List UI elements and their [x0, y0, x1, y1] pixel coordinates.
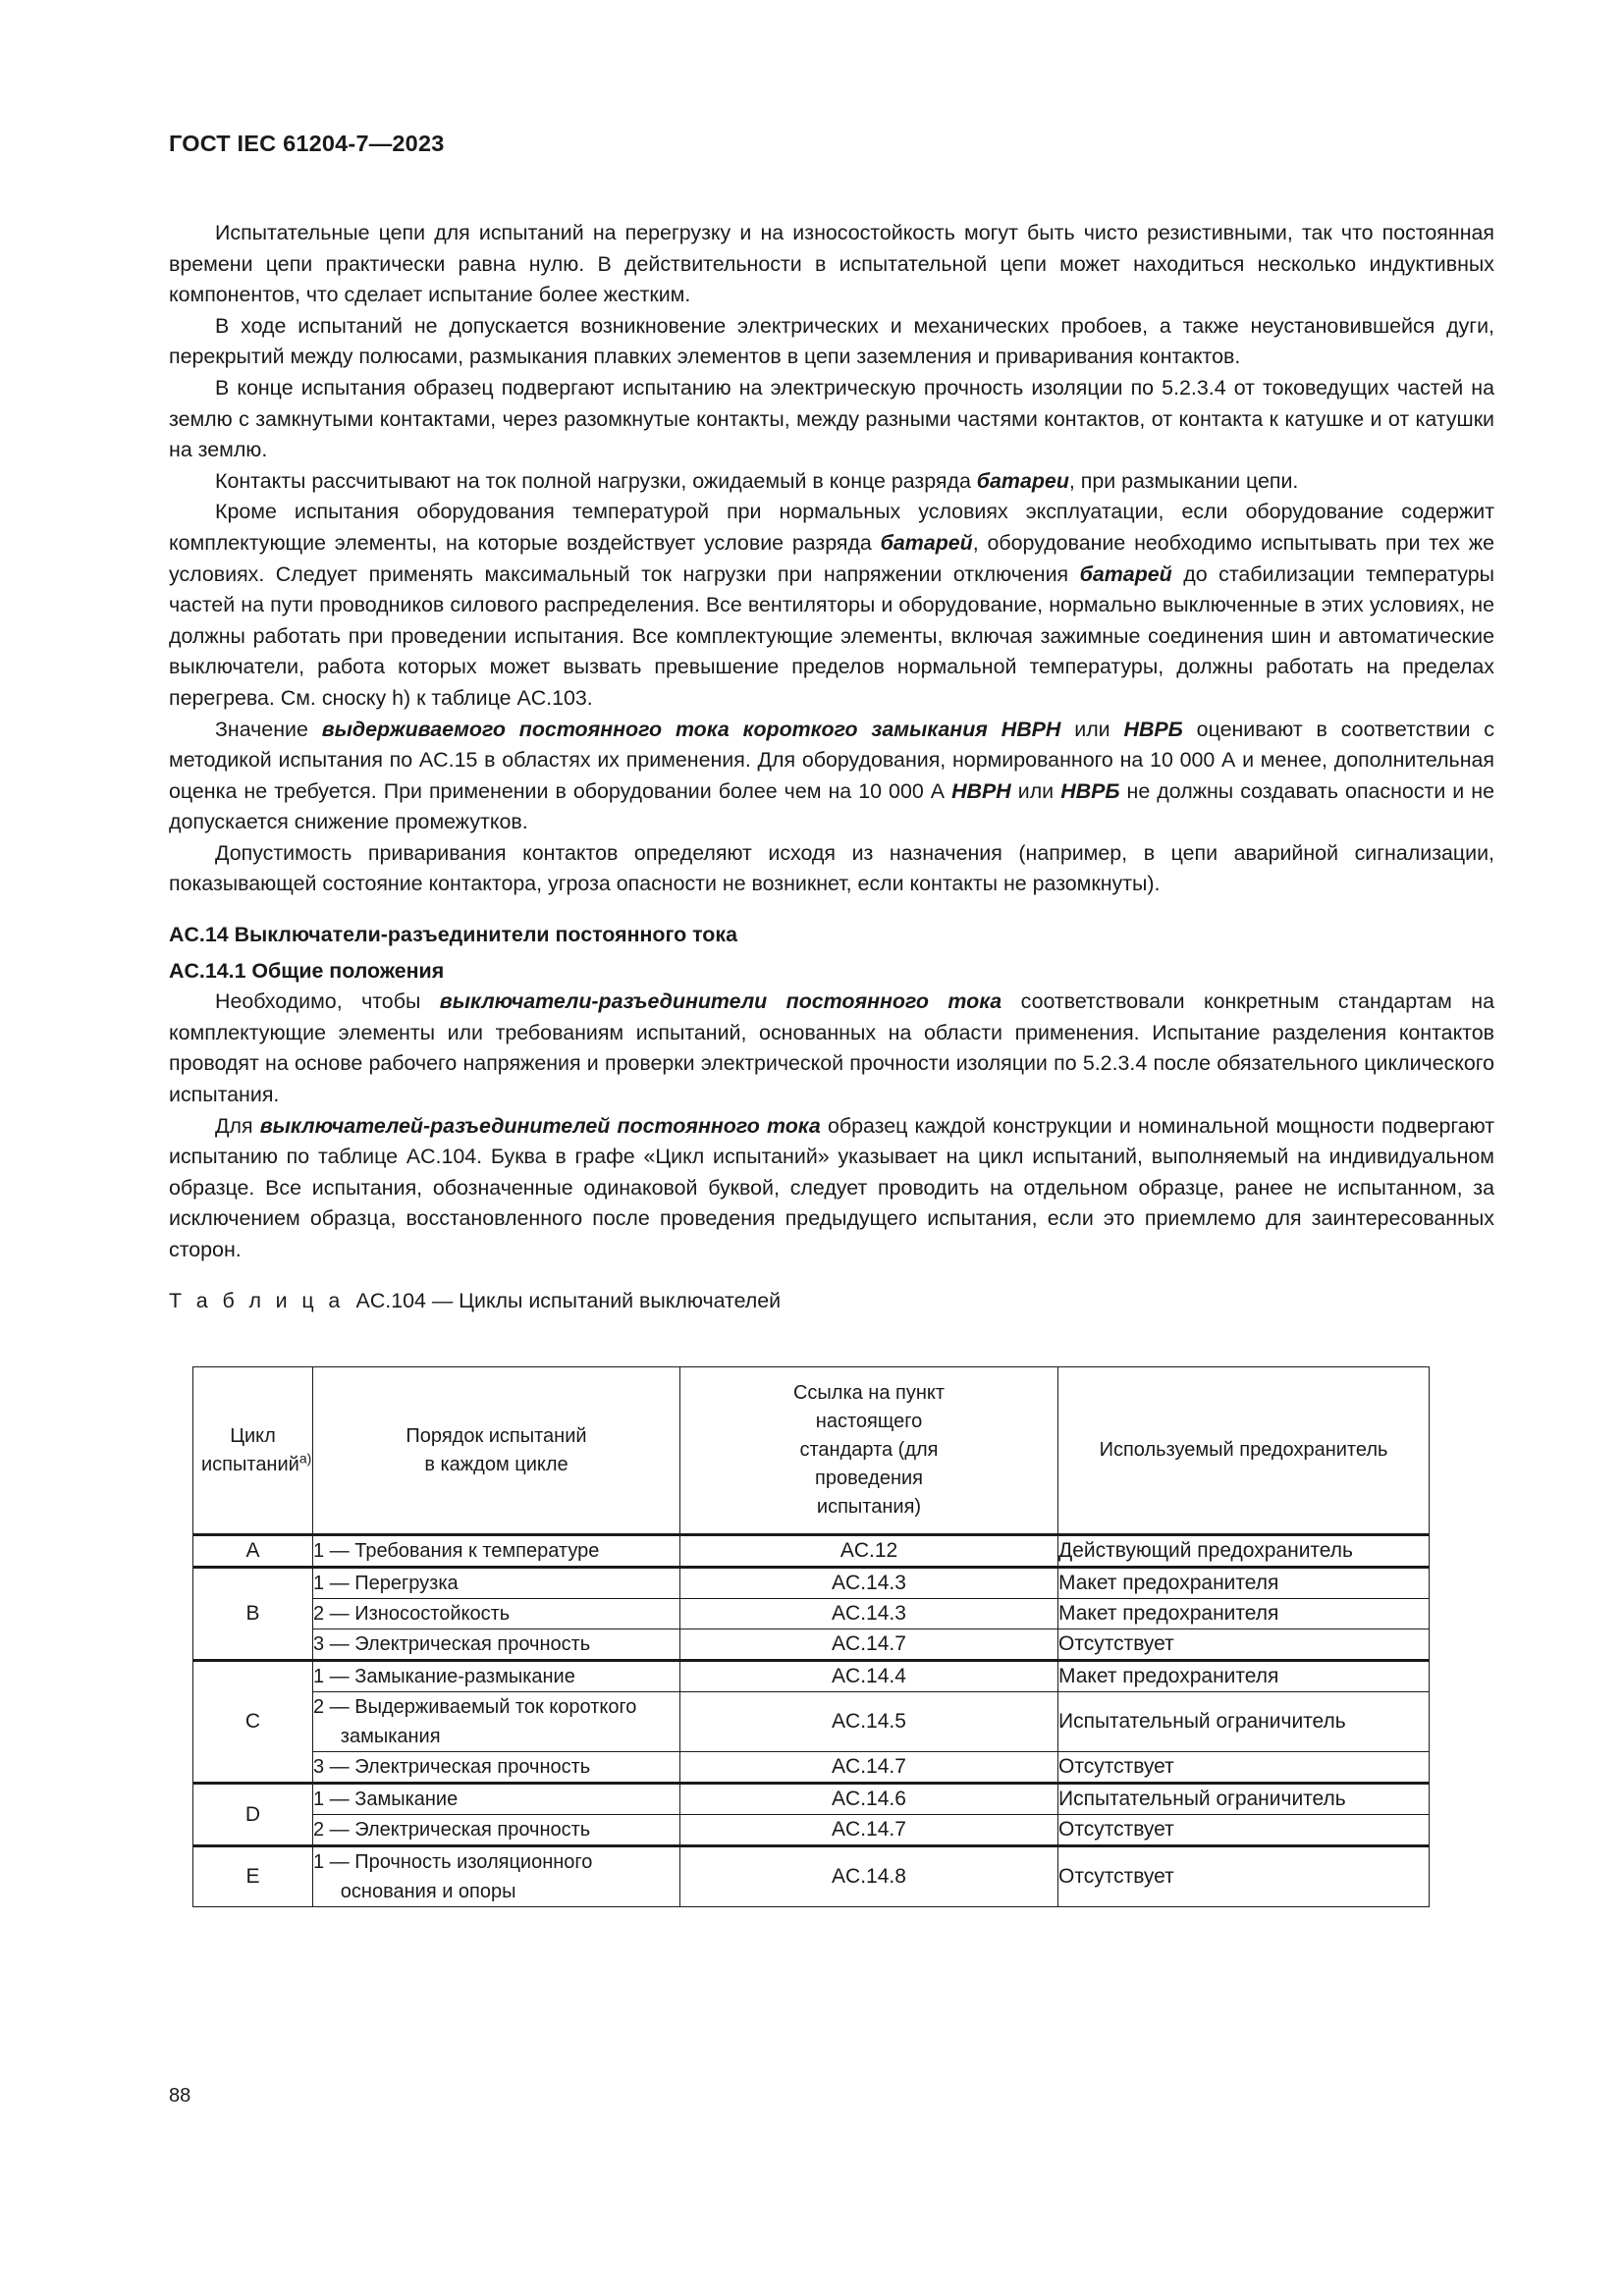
paragraph-text: Значение: [215, 717, 322, 741]
column-header-fuse-text: Используемый предохранитель: [1099, 1439, 1388, 1461]
procedure-line: 1 — Требования к температуре: [313, 1540, 600, 1562]
cell-procedure: [313, 1815, 680, 1846]
procedure-line: 2 — Выдерживаемый ток короткого: [313, 1696, 637, 1718]
cell-reference: AC.14.7: [680, 1629, 1058, 1661]
emphasized-term: батареи: [976, 468, 1069, 493]
cell-procedure: [313, 1784, 680, 1815]
emphasized-term: НВРН: [951, 778, 1011, 803]
cell-cycle-letter: E: [193, 1846, 313, 1907]
table-caption: [169, 1286, 1494, 1317]
cell-reference: AC.14.5: [680, 1692, 1058, 1752]
cell-procedure: [313, 1599, 680, 1629]
body-paragraph: [169, 987, 1494, 1110]
column-header-procedure-line2: в каждом цикле: [424, 1453, 568, 1475]
spacer: [169, 900, 1494, 920]
cell-cycle-letter: D: [193, 1784, 313, 1846]
table-row: [193, 1846, 1430, 1907]
table-ac104: [192, 1366, 1430, 1907]
cell-reference: AC.14.6: [680, 1784, 1058, 1815]
emphasized-term: батарей: [880, 530, 973, 555]
procedure-line: основания и опоры: [313, 1881, 516, 1902]
cell-fuse: Отсутствует: [1058, 1815, 1430, 1846]
paragraph-text: Испытательные цепи для испытаний на перегрузку и на износостойкость могут быть чисто резистивными, так что постоянная времени цепи практически равна нулю. В действительности в испытательной цепи может находиться несколько индуктивных компонентов, что сделает испытание более жестким.: [169, 221, 1494, 307]
column-header-cycle-footnote-marker: a): [298, 1449, 312, 1466]
paragraph-text: , при размыкании цепи.: [1068, 468, 1299, 493]
paragraph-text: оценивают в соответствии с методикой испытания по AC.15 в областях их применения. Для оборудования, нормированного на 10 000 А и менее, дополнительная оценка не требуется. При применении в оборудовании более чем на 10 000 А: [169, 717, 1494, 803]
table-row: [193, 1692, 1430, 1752]
main-text-column: [169, 218, 1494, 1316]
body-paragraph: [169, 311, 1494, 373]
cell-fuse: Отсутствует: [1058, 1629, 1430, 1661]
paragraph-text: Допустимость приваривания контактов определяют исходя из назначения (например, в цепи аварийной сигнализации, показывающей состояние контактора, угроза опасности не возникнет, если контакты не разомкнуты).: [169, 840, 1494, 896]
emphasized-term: выключатели-разъединители постоянного тока: [439, 989, 1002, 1014]
table-ac104-wrapper: [192, 1366, 1429, 1907]
table-row: [193, 1535, 1430, 1568]
table-row: [193, 1568, 1430, 1599]
paragraph-text: Необходимо, чтобы: [215, 989, 440, 1014]
cell-fuse: Макет предохранителя: [1058, 1599, 1430, 1629]
page-number: 88: [169, 2085, 191, 2107]
table-header-row: [193, 1367, 1430, 1535]
cell-procedure: [313, 1661, 680, 1692]
column-header-cycle-line1: Цикл: [230, 1424, 276, 1447]
column-header-procedure: [313, 1367, 680, 1535]
emphasized-term: НВРБ: [1060, 778, 1120, 803]
column-header-fuse: [1058, 1367, 1430, 1535]
cell-fuse: Испытательный ограничитель: [1058, 1784, 1430, 1815]
table-row: [193, 1815, 1430, 1846]
paragraph-text: соответствовали конкретным стандартам на комплектующие элементы или требованиям испытаний, основанных на области применения. Испытание разделения контактов проводят на основе рабочего напряжения и проверки электрической прочности изоляции по 5.2.3.4 после обязательного циклического испытания.: [169, 989, 1494, 1107]
body-paragraph: [169, 1111, 1494, 1266]
procedure-line: 3 — Электрическая прочность: [313, 1756, 591, 1778]
heading-ac14: AC.14 Выключатели-разъединители постоянного тока: [169, 923, 737, 947]
body-paragraph: [169, 373, 1494, 466]
procedure-line: 2 — Электрическая прочность: [313, 1819, 591, 1841]
procedure-line: 1 — Перегрузка: [313, 1573, 459, 1594]
table-row: [193, 1752, 1430, 1784]
table-row: [193, 1629, 1430, 1661]
heading-ac14-1: AC.14.1 Общие положения: [169, 958, 445, 983]
body-paragraph: [169, 218, 1494, 311]
body-paragraph-list-after-headings: [169, 987, 1494, 1265]
cell-reference: AC.12: [680, 1535, 1058, 1568]
emphasized-term: НВРБ: [1123, 717, 1183, 741]
table-row: [193, 1661, 1430, 1692]
procedure-line: замыкания: [313, 1726, 441, 1747]
cell-fuse: Действующий предохранитель: [1058, 1535, 1430, 1568]
running-header-standard-number: ГОСТ IEC 61204-7—2023: [169, 131, 445, 156]
table-row: [193, 1599, 1430, 1629]
column-header-cycle: [193, 1367, 313, 1535]
cell-procedure: [313, 1692, 680, 1752]
paragraph-text: Кроме испытания оборудования температурой при нормальных условиях эксплуатации, если оборудование содержит комплектующие элементы, на которые воздействует условие разряда: [169, 500, 1494, 555]
column-header-cycle-line2: испытаний: [201, 1453, 299, 1475]
paragraph-text: В конце испытания образец подвергают испытанию на электрическую прочность изоляции по 5.2.3.4 от токоведущих частей на землю с замкнутыми контактами, через разомкнутые контакты, между разными частями контактов, от контакта к катушке и от катушки на землю.: [169, 375, 1494, 462]
cell-cycle-letter: A: [193, 1535, 313, 1568]
body-paragraph: [169, 838, 1494, 900]
cell-fuse: Макет предохранителя: [1058, 1568, 1430, 1599]
emphasized-term: выдерживаемого постоянного тока короткого замыкания НВРН: [321, 717, 1061, 741]
cell-procedure: [313, 1752, 680, 1784]
cell-procedure: [313, 1629, 680, 1661]
paragraph-text: не должны создавать опасности и не допускается снижение промежутков.: [169, 778, 1495, 834]
cell-fuse: Макет предохранителя: [1058, 1661, 1430, 1692]
table-caption-label: Т а б л и ц а: [169, 1288, 345, 1312]
cell-reference: AC.14.7: [680, 1815, 1058, 1846]
emphasized-term: выключателей-разъединителей постоянного тока: [259, 1113, 821, 1138]
column-header-reference-text: Ссылка на пункт настоящего стандарта (для проведения испытания): [792, 1382, 946, 1518]
paragraph-text: или: [1060, 717, 1124, 741]
paragraph-text: до стабилизации температуры частей на пути проводников силового распределения. Все вентиляторы и оборудование, нормально выключенные в этих условиях, не должны работать при проведении испытания. Все комплектующие элементы, включая зажимные соединения шин и автоматические выключатели, работа которых может вызвать превышение пределов нормальной температуры, должны работать на пределах перегрева. См. сноску h) к таблице AC.103.: [169, 561, 1494, 710]
column-header-procedure-line1: Порядок испытаний: [406, 1424, 587, 1447]
procedure-line: 2 — Износостойкость: [313, 1603, 511, 1625]
table-body: [193, 1535, 1430, 1907]
body-paragraph: [169, 466, 1494, 498]
cell-reference: AC.14.7: [680, 1752, 1058, 1784]
body-paragraph-list: [169, 218, 1494, 900]
cell-procedure: [313, 1846, 680, 1907]
cell-cycle-letter: C: [193, 1661, 313, 1784]
procedure-line: 1 — Замыкание-размыкание: [313, 1666, 575, 1687]
paragraph-text: Контакты рассчитывают на ток полной нагрузки, ожидаемый в конце разряда: [215, 468, 977, 493]
paragraph-text: Для: [215, 1113, 260, 1138]
cell-reference: AC.14.4: [680, 1661, 1058, 1692]
procedure-line: 1 — Прочность изоляционного: [313, 1851, 593, 1873]
body-paragraph: [169, 497, 1494, 714]
body-paragraph: [169, 715, 1494, 838]
procedure-line: 3 — Электрическая прочность: [313, 1633, 591, 1655]
cell-reference: AC.14.3: [680, 1568, 1058, 1599]
table-caption-text: AC.104 — Циклы испытаний выключателей: [355, 1288, 782, 1312]
procedure-line: 1 — Замыкание: [313, 1789, 459, 1810]
paragraph-text: В ходе испытаний не допускается возникновение электрических и механических пробоев, а также неустановившейся дуги, перекрытий между полюсами, размыкания плавких элементов в цепи заземления и приваривания контактов.: [169, 313, 1494, 369]
cell-procedure: [313, 1535, 680, 1568]
cell-reference: AC.14.3: [680, 1599, 1058, 1629]
cell-cycle-letter: B: [193, 1568, 313, 1661]
cell-procedure: [313, 1568, 680, 1599]
spacer: [169, 1266, 1494, 1286]
paragraph-text: , оборудование необходимо испытывать при тех же условиях. Следует применять максимальный ток нагрузки при напряжении отключения: [169, 530, 1494, 586]
paragraph-text: или: [1010, 778, 1061, 803]
paragraph-text: образец каждой конструкции и номинальной мощности подвергают испытанию по таблице AC.104. Буква в графе «Цикл испытаний» указывает на цикл испытаний, выполняемый на индивидуальном образце. Все испытания, обозначенные одинаковой буквой, следует проводить на отдельном образце, ранее не испытанном, за исключением образца, восстановленного после проведения предыдущего испытания, если это приемлемо для заинтересованных сторон.: [169, 1113, 1495, 1261]
table-head: [193, 1367, 1430, 1535]
table-row: [193, 1784, 1430, 1815]
cell-fuse: Отсутствует: [1058, 1846, 1430, 1907]
cell-reference: AC.14.8: [680, 1846, 1058, 1907]
emphasized-term: батарей: [1079, 561, 1172, 586]
cell-fuse: Отсутствует: [1058, 1752, 1430, 1784]
cell-fuse: Испытательный ограничитель: [1058, 1692, 1430, 1752]
column-header-reference: [680, 1367, 1058, 1535]
